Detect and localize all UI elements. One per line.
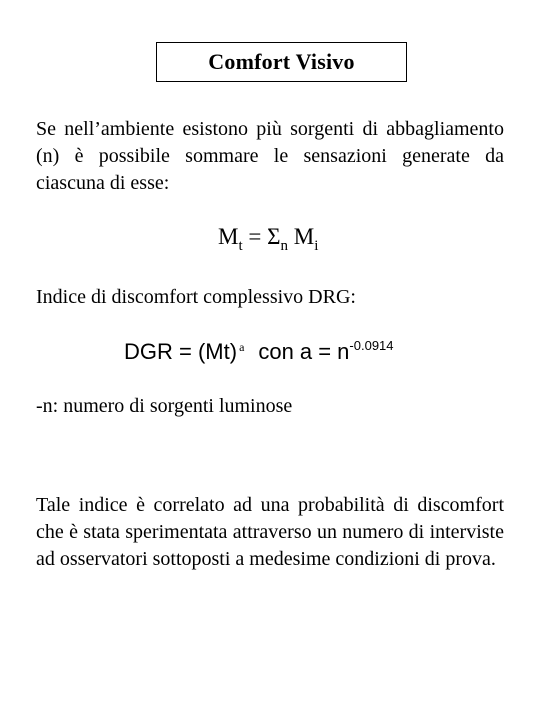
page-title: Comfort Visivo xyxy=(208,49,355,74)
formula-mt-sigma: Σ xyxy=(267,224,281,249)
formula-dgr-rhs-exponent: -0.0914 xyxy=(349,338,394,353)
formula-mt-equals: = xyxy=(248,224,262,249)
formula-mt-sigma-sub: n xyxy=(280,238,288,254)
intro-paragraph: Se nell’ambiente esistono più sorgenti di abbagliamento (n) è possibile sommare le sensazioni generate da ciascuna di esse: xyxy=(36,118,504,194)
formula-mt xyxy=(218,224,318,255)
index-label: Indice di discomfort complessivo DRG: xyxy=(36,286,356,308)
formula-mt-lhs: M xyxy=(218,224,239,249)
formula-mt-rhs: M xyxy=(293,224,315,249)
formula-mt-lhs-sub: t xyxy=(238,238,243,254)
formula-mt-rhs-sub: i xyxy=(314,238,319,254)
title-box xyxy=(156,42,407,82)
formula-dgr-connector: con xyxy=(258,339,294,364)
formula-dgr xyxy=(124,338,394,365)
final-paragraph: Tale indice è correlato ad una probabilità di discomfort che è stata sperimentata attraverso un numero di interviste ad osservatori sottoposti a medesime condizioni di prova. xyxy=(36,494,504,570)
formula-dgr-exponent: a xyxy=(239,340,245,354)
formula-dgr-rhs: a = n xyxy=(299,339,350,364)
formula-dgr-lhs: DGR = (Mt) xyxy=(124,339,238,364)
n-definition: -n: numero di sorgenti luminose xyxy=(36,395,293,417)
